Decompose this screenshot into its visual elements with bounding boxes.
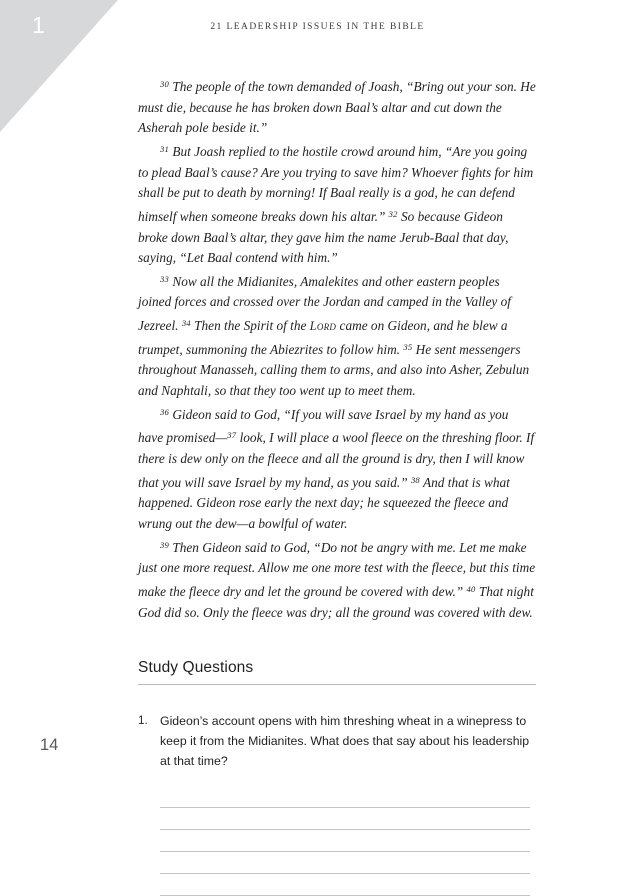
verse-text: But Joash replied to the hostile crowd around him, “Are you going to plead Baal’s cause? Are you trying to save him? Whoever fights for him shall be put to death by morning! If Baal really is a god, he can defend himself when someone breaks down his altar.” [138, 144, 534, 224]
answer-lines[interactable] [160, 786, 530, 896]
verse-number: 30 [160, 79, 169, 89]
verse-number: 36 [160, 406, 169, 417]
running-head [0, 22, 635, 32]
running-head-text: 21 LEADERSHIP ISSUES IN THE BIBLE [210, 22, 425, 32]
page-number: 14 [40, 736, 59, 754]
study-question-item [138, 711, 536, 771]
scripture-paragraph [138, 139, 536, 269]
verse-number: 34 [181, 318, 191, 329]
scripture-paragraph [138, 402, 536, 535]
verse-text: And that is what happened. Gideon rose early the next day; he squeezed the fleece and wrung out the dew—a bowlful of water. [138, 474, 510, 531]
chapter-number: 1 [32, 12, 46, 38]
study-questions-heading: Study Questions [138, 659, 254, 677]
verse-number: 39 [160, 539, 169, 550]
verse-number: 33 [160, 273, 169, 284]
verse-text: He sent messengers throughout Manasseh, calling them to arms, and also into Asher, Zebulun and Naphtali, so that they too went up to meet them. [138, 341, 530, 399]
verse-number: 40 [466, 583, 476, 594]
verse-text: look, I will place a wool fleece on the threshing floor. If there is dew only on the fleece and all the ground is dry, then I will know that you will save Israel by my hand, as you said.” [138, 430, 535, 490]
verse-number: 32 [388, 208, 398, 219]
verse-number: 35 [403, 341, 413, 352]
chapter-corner-wedge [0, 0, 118, 132]
question-number: 1. [138, 714, 148, 728]
page-body [138, 74, 536, 896]
study-questions-divider [138, 684, 536, 685]
divine-name-smallcaps: Lord [309, 319, 337, 334]
question-text: Gideon’s account opens with him threshing wheat in a winepress to keep it from the Midianites. What does that say about his leadership at that time? [160, 714, 530, 769]
answer-line[interactable] [160, 830, 530, 852]
verse-text: came on Gideon, and he blew a trumpet, summoning the Abiezrites to follow him. [138, 318, 508, 357]
verse-text: Now all the Midianites, Amalekites and other eastern peoples joined forces and crossed over the Jordan and camped in the Valley of Jezreel. [138, 273, 511, 334]
scripture-paragraph [138, 74, 536, 139]
answer-line[interactable] [160, 852, 530, 874]
verse-text: Then the Spirit of the [194, 318, 310, 334]
verse-number: 38 [410, 474, 420, 485]
answer-line[interactable] [160, 808, 530, 830]
verse-text: So because Gideon broke down Baal’s altar, they gave him the name Jerub-Baal that day, saying, “Let Baal contend with him.” [138, 208, 509, 266]
scripture-paragraph [138, 269, 536, 402]
verse-number: 31 [160, 143, 169, 154]
verse-number: 37 [227, 430, 237, 441]
scripture-paragraph [138, 535, 536, 624]
verse-text: The people of the town demanded of Joash, “Bring out your son. He must die, because he has broken down Baal’s altar and cut down the Asherah pole beside it.” [138, 79, 536, 136]
answer-line[interactable] [160, 874, 530, 896]
answer-line[interactable] [160, 786, 530, 808]
verse-text: That night God did so. Only the fleece was dry; all the ground was covered with dew. [138, 584, 534, 620]
verse-text: Then Gideon said to God, “Do not be angry with me. Let me make just one more request. Allow me one more test with the fleece, but this time make the fleece dry and let the ground be covered with dew.” [138, 539, 536, 600]
corner-triangle-shape [0, 0, 118, 132]
verse-text: Gideon said to God, “If you will save Israel by my hand as you have promised— [138, 406, 509, 446]
scripture-passage [138, 74, 536, 623]
